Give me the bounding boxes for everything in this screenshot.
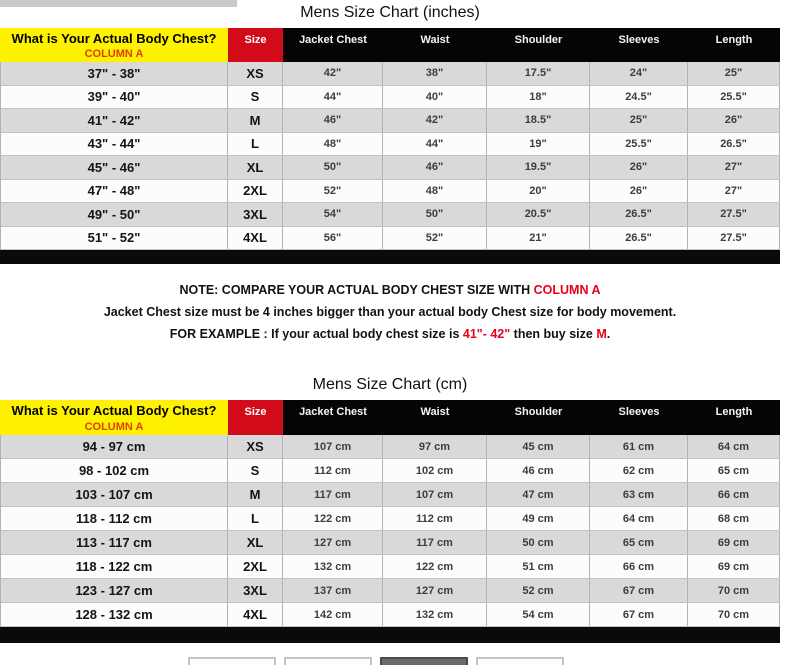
table-row <box>1 133 780 157</box>
inches-table-header <box>0 28 780 62</box>
size-cell: S <box>228 459 283 482</box>
note-3-letter-highlight: M <box>596 327 607 341</box>
measurement-cell: 26.5" <box>688 133 780 156</box>
table-row <box>1 555 780 579</box>
measurement-cell: 56" <box>283 227 383 250</box>
measurement-cell: 66 cm <box>688 483 780 506</box>
measurement-cell: 112 cm <box>283 459 383 482</box>
size-cell: M <box>228 109 283 132</box>
measurement-cell: 122 cm <box>283 507 383 530</box>
chest-range-cell: 118 - 112 cm <box>1 507 228 530</box>
measurement-cell: 26" <box>590 156 688 179</box>
shoulder-column-header: Shoulder <box>487 400 590 435</box>
measurement-cell: 122 cm <box>383 555 487 578</box>
note-1-highlight: COLUMN A <box>533 283 601 297</box>
measurement-cell: 18" <box>487 86 590 109</box>
measurement-cell: 50" <box>383 203 487 226</box>
note-line-2: Jacket Chest size must be 4 inches bigger than your actual body Chest size for body movement. <box>103 305 677 319</box>
measurement-cell: 25" <box>688 62 780 85</box>
measurement-cell: 68 cm <box>688 507 780 530</box>
measurement-cell: 69 cm <box>688 555 780 578</box>
sleeves-column-header: Sleeves <box>590 28 688 62</box>
measurement-cell: 61 cm <box>590 435 688 458</box>
measurement-cell: 62 cm <box>590 459 688 482</box>
chest-range-cell: 41" - 42" <box>1 109 228 132</box>
measurement-cell: 69 cm <box>688 531 780 554</box>
chest-range-cell: 49" - 50" <box>1 203 228 226</box>
jacket-chest-column-header: Jacket Chest <box>283 28 383 62</box>
measurement-cell: 17.5" <box>487 62 590 85</box>
cm-table-body <box>0 435 780 627</box>
measurement-cell: 54 cm <box>487 603 590 626</box>
measurement-cell: 65 cm <box>590 531 688 554</box>
chest-range-cell: 123 - 127 cm <box>1 579 228 602</box>
size-column-header: Size <box>228 400 283 435</box>
column-a-label: COLUMN A <box>84 48 144 60</box>
column-a-label: COLUMN A <box>84 421 144 433</box>
measurement-cell: 137 cm <box>283 579 383 602</box>
table-row <box>1 579 780 603</box>
measurement-cell: 20.5" <box>487 203 590 226</box>
size-cell: 3XL <box>228 579 283 602</box>
measurement-cell: 38" <box>383 62 487 85</box>
size-cell: XL <box>228 156 283 179</box>
chest-range-cell: 94 - 97 cm <box>1 435 228 458</box>
chest-range-cell: 37" - 38" <box>1 62 228 85</box>
note-line-3 <box>0 328 780 341</box>
size-cell: 4XL <box>228 603 283 626</box>
measurement-cell: 52 cm <box>487 579 590 602</box>
table-row <box>1 507 780 531</box>
thumbnail-selected[interactable] <box>380 657 468 665</box>
chest-range-cell: 45" - 46" <box>1 156 228 179</box>
inches-size-table <box>0 28 780 264</box>
note-3-text: FOR EXAMPLE : If your actual body chest size is <box>169 327 463 341</box>
measurement-cell: 47 cm <box>487 483 590 506</box>
table-row <box>1 203 780 227</box>
cm-table-header <box>0 400 780 435</box>
table-row <box>1 156 780 180</box>
measurement-cell: 63 cm <box>590 483 688 506</box>
measurement-cell: 26.5" <box>590 203 688 226</box>
measurement-cell: 26.5" <box>590 227 688 250</box>
note-3-period: . <box>606 327 611 341</box>
size-cell: XL <box>228 531 283 554</box>
inches-table-bottom-bar <box>0 250 780 264</box>
measurement-cell: 21" <box>487 227 590 250</box>
measurement-cell: 25" <box>590 109 688 132</box>
measurement-cell: 52" <box>283 180 383 203</box>
measurement-cell: 46 cm <box>487 459 590 482</box>
table-row <box>1 531 780 555</box>
measurement-cell: 67 cm <box>590 603 688 626</box>
measurement-cell: 70 cm <box>688 603 780 626</box>
column-a-question: What is Your Actual Body Chest? <box>11 403 217 418</box>
measurement-cell: 97 cm <box>383 435 487 458</box>
thumbnail[interactable] <box>188 657 276 665</box>
size-cell: 3XL <box>228 203 283 226</box>
chest-range-cell: 113 - 117 cm <box>1 531 228 554</box>
measurement-cell: 127 cm <box>283 531 383 554</box>
waist-column-header: Waist <box>383 400 487 435</box>
table-row <box>1 603 780 627</box>
measurement-cell: 112 cm <box>383 507 487 530</box>
cm-chart-title: Mens Size Chart (cm) <box>312 376 468 393</box>
measurement-cell: 24" <box>590 62 688 85</box>
notes-block <box>0 284 780 350</box>
size-cell: M <box>228 483 283 506</box>
measurement-cell: 66 cm <box>590 555 688 578</box>
measurement-cell: 25.5" <box>688 86 780 109</box>
measurement-cell: 19.5" <box>487 156 590 179</box>
measurement-cell: 64 cm <box>590 507 688 530</box>
note-1-text: NOTE: COMPARE YOUR ACTUAL BODY CHEST SIZE WITH <box>179 283 534 297</box>
table-row <box>1 227 780 251</box>
chest-range-cell: 103 - 107 cm <box>1 483 228 506</box>
measurement-cell: 42" <box>383 109 487 132</box>
measurement-cell: 132 cm <box>383 603 487 626</box>
size-cell: 2XL <box>228 180 283 203</box>
cm-size-table <box>0 400 780 643</box>
table-row <box>1 180 780 204</box>
chest-range-cell: 47" - 48" <box>1 180 228 203</box>
measurement-cell: 49 cm <box>487 507 590 530</box>
chest-range-cell: 98 - 102 cm <box>1 459 228 482</box>
measurement-cell: 42" <box>283 62 383 85</box>
size-cell: L <box>228 507 283 530</box>
measurement-cell: 50 cm <box>487 531 590 554</box>
measurement-cell: 65 cm <box>688 459 780 482</box>
measurement-cell: 50" <box>283 156 383 179</box>
chest-range-cell: 43" - 44" <box>1 133 228 156</box>
size-cell: 4XL <box>228 227 283 250</box>
measurement-cell: 142 cm <box>283 603 383 626</box>
size-cell: L <box>228 133 283 156</box>
cm-table-bottom-bar <box>0 627 780 643</box>
chest-range-cell: 51" - 52" <box>1 227 228 250</box>
measurement-cell: 46" <box>383 156 487 179</box>
measurement-cell: 51 cm <box>487 555 590 578</box>
measurement-cell: 20" <box>487 180 590 203</box>
column-a-header <box>0 400 228 435</box>
measurement-cell: 117 cm <box>283 483 383 506</box>
table-row <box>1 62 780 86</box>
sleeves-column-header: Sleeves <box>590 400 688 435</box>
size-cell: S <box>228 86 283 109</box>
chest-range-cell: 128 - 132 cm <box>1 603 228 626</box>
measurement-cell: 25.5" <box>590 133 688 156</box>
measurement-cell: 52" <box>383 227 487 250</box>
waist-column-header: Waist <box>383 28 487 62</box>
chest-range-cell: 39" - 40" <box>1 86 228 109</box>
measurement-cell: 70 cm <box>688 579 780 602</box>
chest-range-cell: 118 - 122 cm <box>1 555 228 578</box>
table-row <box>1 109 780 133</box>
shoulder-column-header: Shoulder <box>487 28 590 62</box>
measurement-cell: 27.5" <box>688 227 780 250</box>
table-row <box>1 435 780 459</box>
measurement-cell: 26" <box>590 180 688 203</box>
thumbnail[interactable] <box>476 657 564 665</box>
length-column-header: Length <box>688 400 780 435</box>
measurement-cell: 44" <box>383 133 487 156</box>
size-cell: 2XL <box>228 555 283 578</box>
table-row <box>1 483 780 507</box>
measurement-cell: 54" <box>283 203 383 226</box>
size-column-header: Size <box>228 28 283 62</box>
length-column-header: Length <box>688 28 780 62</box>
measurement-cell: 67 cm <box>590 579 688 602</box>
measurement-cell: 24.5" <box>590 86 688 109</box>
table-row <box>1 459 780 483</box>
measurement-cell: 26" <box>688 109 780 132</box>
measurement-cell: 127 cm <box>383 579 487 602</box>
measurement-cell: 117 cm <box>383 531 487 554</box>
note-3-mid: then buy size <box>510 327 597 341</box>
note-3-size-highlight: 41"- 42" <box>462 327 511 341</box>
measurement-cell: 107 cm <box>383 483 487 506</box>
measurement-cell: 132 cm <box>283 555 383 578</box>
measurement-cell: 44" <box>283 86 383 109</box>
inches-table-body <box>0 62 780 250</box>
inches-chart-title: Mens Size Chart (inches) <box>300 4 480 21</box>
measurement-cell: 48" <box>383 180 487 203</box>
measurement-cell: 48" <box>283 133 383 156</box>
measurement-cell: 46" <box>283 109 383 132</box>
column-a-question: What is Your Actual Body Chest? <box>11 31 217 46</box>
size-cell: XS <box>228 62 283 85</box>
measurement-cell: 45 cm <box>487 435 590 458</box>
thumbnail[interactable] <box>284 657 372 665</box>
measurement-cell: 40" <box>383 86 487 109</box>
measurement-cell: 102 cm <box>383 459 487 482</box>
size-cell: XS <box>228 435 283 458</box>
measurement-cell: 107 cm <box>283 435 383 458</box>
jacket-chest-column-header: Jacket Chest <box>283 400 383 435</box>
table-row <box>1 86 780 110</box>
note-line-1 <box>0 284 780 297</box>
measurement-cell: 27.5" <box>688 203 780 226</box>
column-a-header <box>0 28 228 62</box>
measurement-cell: 18.5" <box>487 109 590 132</box>
gallery-thumbnails <box>0 657 794 665</box>
measurement-cell: 27" <box>688 156 780 179</box>
measurement-cell: 19" <box>487 133 590 156</box>
measurement-cell: 64 cm <box>688 435 780 458</box>
measurement-cell: 27" <box>688 180 780 203</box>
